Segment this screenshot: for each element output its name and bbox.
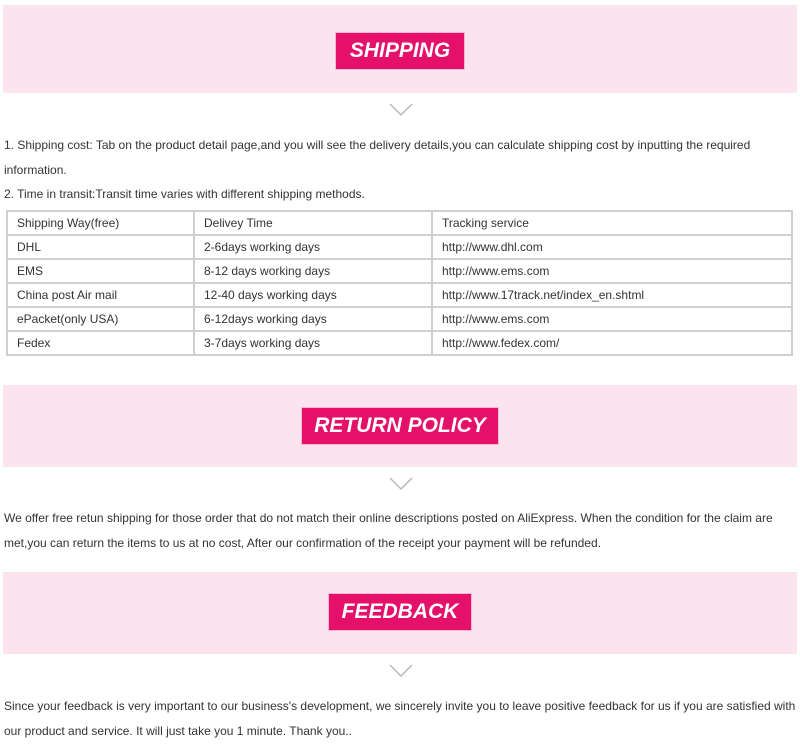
- table-header-cell: Shipping Way(free): [7, 211, 194, 235]
- table-cell: http://www.ems.com: [432, 307, 792, 331]
- shipping-heading: SHIPPING: [336, 33, 464, 69]
- transit-time-text: 2. Time in transit:Transit time varies with different shipping methods.: [4, 187, 365, 201]
- table-header-cell: Delivey Time: [194, 211, 432, 235]
- table-row: [7, 283, 792, 307]
- feedback-heading: FEEDBACK: [329, 594, 471, 630]
- table-row: [7, 235, 792, 259]
- table-cell: 3-7days working days: [194, 331, 432, 355]
- table-header-cell: Tracking service: [432, 211, 792, 235]
- table-cell: http://www.dhl.com: [432, 235, 792, 259]
- return-policy-text: We offer free retun shipping for those order that do not match their online descriptions posted on AliExpress. When the condition for the claim are met,you can return the items to us at no cost, After our confirmation of the receipt your payment will be refunded.: [4, 511, 773, 550]
- chevron-down-icon: [389, 477, 413, 491]
- table-cell: http://www.ems.com: [432, 259, 792, 283]
- feedback-banner: [3, 572, 797, 654]
- return-policy-banner: [3, 385, 797, 467]
- feedback-text: Since your feedback is very important to our business's development, we sincerely invite you to leave positive feedback for us if you are satisfied with our product and service. It will just take you 1 minute. Thank you..: [4, 699, 796, 738]
- table-cell: 12-40 days working days: [194, 283, 432, 307]
- return-policy-heading: RETURN POLICY: [302, 408, 498, 444]
- chevron-down-icon: [389, 664, 413, 678]
- shipping-cost-text: 1. Shipping cost: Tab on the product detail page,and you will see the delivery details,you can calculate shipping cost by inputting the required information.: [4, 138, 751, 177]
- table-cell: http://www.fedex.com/: [432, 331, 792, 355]
- table-row: [7, 259, 792, 283]
- shipping-banner: [3, 5, 797, 93]
- table-header-row: [7, 211, 792, 235]
- table-cell: Fedex: [7, 331, 194, 355]
- table-cell: ePacket(only USA): [7, 307, 194, 331]
- shipping-table: [6, 210, 793, 356]
- table-cell: 2-6days working days: [194, 235, 432, 259]
- table-cell: 8-12 days working days: [194, 259, 432, 283]
- table-cell: EMS: [7, 259, 194, 283]
- table-cell: DHL: [7, 235, 194, 259]
- table-row: [7, 331, 792, 355]
- table-cell: http://www.17track.net/index_en.shtml: [432, 283, 792, 307]
- chevron-down-icon: [389, 103, 413, 117]
- table-row: [7, 307, 792, 331]
- table-cell: 6-12days working days: [194, 307, 432, 331]
- table-cell: China post Air mail: [7, 283, 194, 307]
